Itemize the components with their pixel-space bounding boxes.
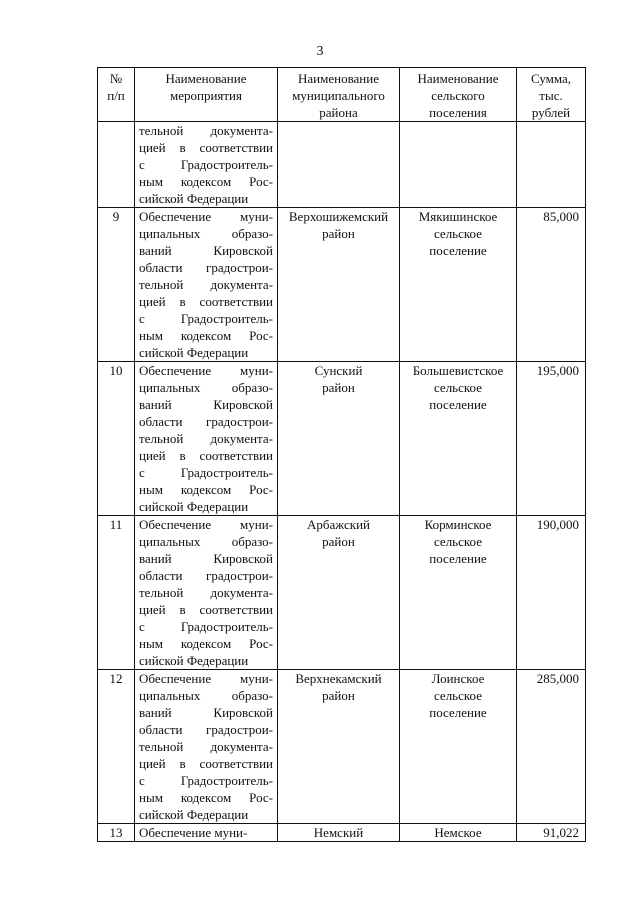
description-line: ным кодексом Рос- [139, 636, 273, 651]
district-line: Немский [313, 825, 364, 840]
settlement-line: Корминское [424, 517, 492, 532]
header-sum-line: Сумма, [530, 71, 572, 86]
description-line: ципальных образо- [139, 688, 273, 703]
row-settlement [400, 362, 517, 516]
description-line: области градострои- [139, 260, 273, 275]
district-line: Сунский [314, 363, 363, 378]
description-line: ным кодексом Рос- [139, 790, 273, 805]
header-number [98, 68, 135, 122]
settlement-line: поселение [429, 705, 487, 720]
header-district-line: муниципального [292, 88, 385, 103]
description-line: области градострои- [139, 414, 273, 429]
row-number [98, 516, 135, 670]
events-table [97, 67, 586, 842]
description-line: цией в соответствии [139, 294, 273, 309]
description-line: с Градостроитель- [139, 619, 273, 634]
row-amount [517, 122, 586, 208]
row-number-text: 12 [109, 671, 123, 686]
description-line: сийской Федерации [139, 807, 249, 822]
row-settlement [400, 824, 517, 842]
header-number-line: п/п [107, 88, 125, 103]
description-line: тельной документа- [139, 431, 273, 446]
description-line: ципальных образо- [139, 380, 273, 395]
row-settlement [400, 208, 517, 362]
table-body [98, 122, 586, 842]
row-amount [517, 824, 586, 842]
row-district [278, 516, 400, 670]
row-description [135, 122, 278, 208]
table-row [98, 208, 586, 362]
description-line: ваний Кировской [139, 705, 273, 720]
district-line: Верхошижемский [288, 209, 389, 224]
settlement-line: сельское [434, 380, 482, 395]
district-line: район [322, 688, 355, 703]
table-row [98, 362, 586, 516]
district-line: Верхнекамский [295, 671, 382, 686]
description-line: области градострои- [139, 722, 273, 737]
page-number: 3 [316, 44, 324, 59]
amount-text: 285,000 [536, 671, 579, 686]
description-line: цией в соответствии [139, 756, 273, 771]
settlement-line: поселение [429, 551, 487, 566]
row-description [135, 670, 278, 824]
description-line: ваний Кировской [139, 551, 273, 566]
description-line: цией в соответствии [139, 140, 273, 155]
description-line: с Градостроитель- [139, 465, 273, 480]
description-line: сийской Федерации [139, 345, 249, 360]
settlement-line: сельское [434, 688, 482, 703]
settlement-line: сельское [434, 534, 482, 549]
row-description [135, 362, 278, 516]
description-line: сийской Федерации [139, 499, 249, 514]
district-line: район [322, 534, 355, 549]
row-number-text: 11 [109, 517, 123, 532]
row-number [98, 362, 135, 516]
table-row [98, 122, 586, 208]
row-number [98, 670, 135, 824]
header-sum [517, 68, 586, 122]
settlement-line: поселение [429, 243, 487, 258]
row-number [98, 122, 135, 208]
table-header-row [98, 68, 586, 122]
description-line: цией в соответствии [139, 602, 273, 617]
description-line: тельной документа- [139, 277, 273, 292]
description-line: сийской Федерации [139, 653, 249, 668]
row-amount [517, 670, 586, 824]
description-line: ным кодексом Рос- [139, 174, 273, 189]
description-line: цией в соответствии [139, 448, 273, 463]
row-settlement [400, 516, 517, 670]
header-settlement [400, 68, 517, 122]
row-number-text: 9 [112, 209, 120, 224]
row-district [278, 670, 400, 824]
table-row [98, 824, 586, 842]
header-district-line: Наименование [298, 71, 379, 86]
description-line: ципальных образо- [139, 226, 273, 241]
settlement-line: сельское [434, 226, 482, 241]
description-line: с Градостроитель- [139, 773, 273, 788]
description-line: Обеспечение муни- [139, 363, 273, 378]
description-line: тельной документа- [139, 739, 273, 754]
row-number [98, 824, 135, 842]
row-district [278, 122, 400, 208]
description-line: сийской Федерации [139, 191, 249, 206]
settlement-line: Мякишинское [418, 209, 498, 224]
row-number [98, 208, 135, 362]
header-event-line: мероприятия [169, 88, 242, 103]
row-settlement [400, 122, 517, 208]
row-number-text: 13 [109, 825, 123, 840]
row-description [135, 208, 278, 362]
description-line: Обеспечение муни- [139, 517, 273, 532]
district-line: район [322, 226, 355, 241]
description-line: ваний Кировской [139, 397, 273, 412]
description-line: ным кодексом Рос- [139, 328, 273, 343]
row-number-text: 10 [109, 363, 123, 378]
amount-text: 85,000 [543, 209, 579, 224]
description-line: с Градостроитель- [139, 157, 273, 172]
header-settlement-line: сельского [431, 88, 485, 103]
table-row [98, 516, 586, 670]
header-district [278, 68, 400, 122]
row-district [278, 362, 400, 516]
description-line: тельной документа- [139, 585, 273, 600]
row-description [135, 516, 278, 670]
row-amount [517, 208, 586, 362]
settlement-line: поселение [429, 397, 487, 412]
amount-text: 190,000 [536, 517, 579, 532]
settlement-line: Немское [434, 825, 482, 840]
header-sum-line: тыс. [539, 88, 563, 103]
description-line: ципальных образо- [139, 534, 273, 549]
row-district [278, 208, 400, 362]
description-line: ным кодексом Рос- [139, 482, 273, 497]
row-amount [517, 516, 586, 670]
row-district [278, 824, 400, 842]
description-line: Обеспечение муни- [139, 671, 273, 686]
settlement-line: Лоинское [431, 671, 485, 686]
amount-text: 195,000 [536, 363, 579, 378]
header-settlement-line: Наименование [417, 71, 499, 86]
row-amount [517, 362, 586, 516]
district-line: район [322, 380, 355, 395]
description-line: Обеспечение муни- [139, 825, 248, 840]
description-line: тельной документа- [139, 123, 273, 138]
header-number-line: № [109, 71, 123, 86]
row-settlement [400, 670, 517, 824]
header-settlement-line: поселения [429, 105, 487, 120]
header-event-line: Наименование [165, 71, 247, 86]
table-row [98, 670, 586, 824]
header-event [135, 68, 278, 122]
description-line: с Градостроитель- [139, 311, 273, 326]
district-line: Арбажский [306, 517, 371, 532]
description-line: Обеспечение муни- [139, 209, 273, 224]
header-district-line: района [319, 105, 358, 120]
row-description [135, 824, 278, 842]
settlement-line: Большевистское [412, 363, 504, 378]
description-line: области градострои- [139, 568, 273, 583]
header-sum-line: рублей [531, 105, 571, 120]
description-line: ваний Кировской [139, 243, 273, 258]
amount-text: 91,022 [543, 825, 579, 840]
